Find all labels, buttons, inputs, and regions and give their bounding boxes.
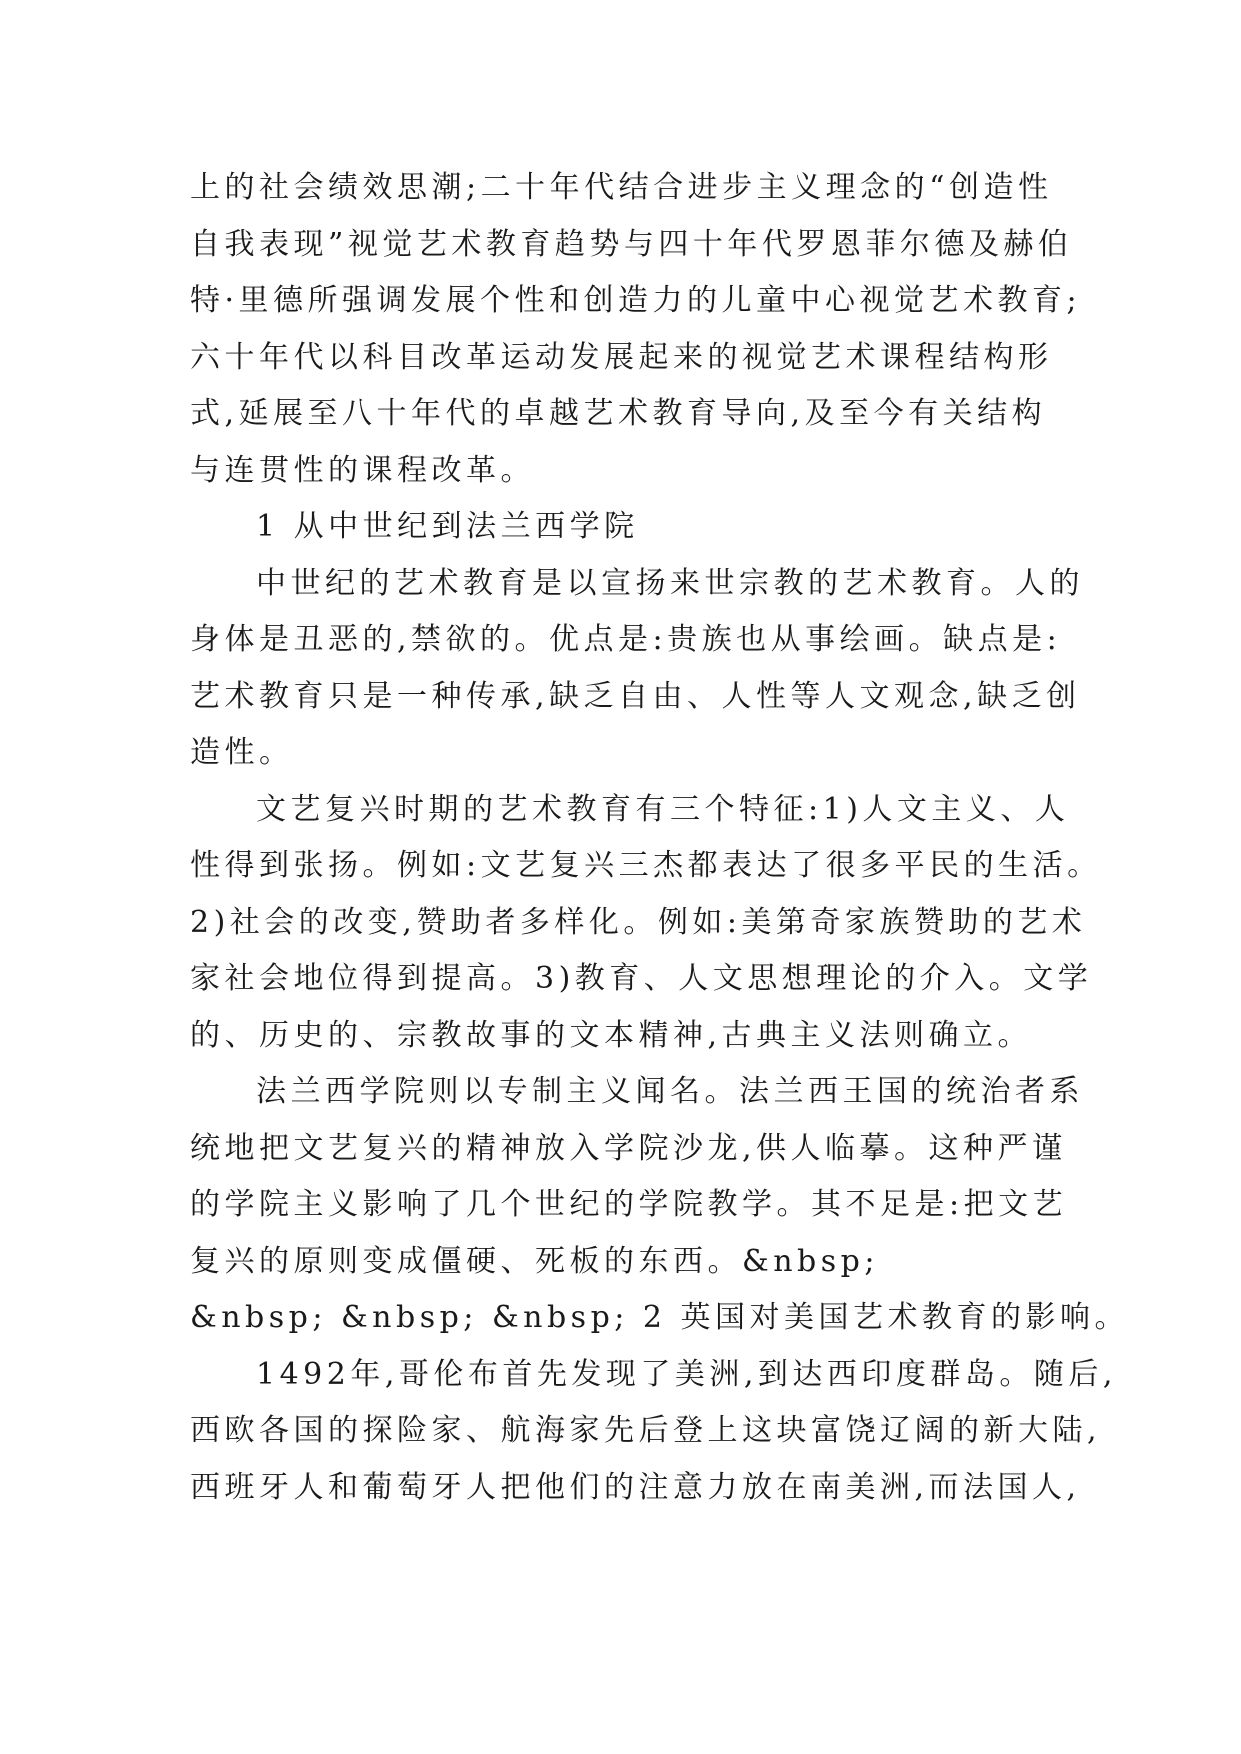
text-line: 文艺复兴时期的艺术教育有三个特征:1)人文主义、人 <box>256 791 1070 827</box>
text-line: 统地把文艺复兴的精神放入学院沙龙,供人临摹。这种严谨 <box>190 1130 1067 1166</box>
text-line: 上的社会绩效思潮;二十年代结合进步主义理念的“创造性 <box>190 170 1053 205</box>
text-line: 与连贯性的课程改革。 <box>190 452 535 488</box>
text-line: 2)社会的改变,赞助者多样化。例如:美第奇家族赞助的艺术 <box>190 904 1087 940</box>
section-heading: 1 从中世纪到法兰西学院 <box>256 509 639 544</box>
text-line: 1492年,哥伦布首先发现了美洲,到达西印度群岛。随后, <box>256 1356 1117 1392</box>
text-line: 自我表现”视觉艺术教育趋势与四十年代罗恩菲尔德及赫伯 <box>190 226 1073 262</box>
text-line: 西班牙人和葡萄牙人把他们的注意力放在南美洲,而法国人, <box>190 1469 1081 1505</box>
text-line: 复兴的原则变成僵硬、死板的东西。&nbsp; <box>190 1243 879 1279</box>
text-line: 特·里德所强调发展个性和创造力的儿童中心视觉艺术教育; <box>190 283 1082 318</box>
text-line: 身体是丑恶的,禁欲的。优点是:贵族也从事绘画。缺点是: <box>190 622 1062 657</box>
section-heading: &nbsp; &nbsp; &nbsp; 2 英国对美国艺术教育的影响。 <box>190 1300 1130 1335</box>
text-line: 的学院主义影响了几个世纪的学院教学。其不足是:把文艺 <box>190 1187 1068 1222</box>
text-line: 造性。 <box>190 735 294 770</box>
text-line: 家社会地位得到提高。3)教育、人文思想理论的介入。文学 <box>190 961 1093 996</box>
text-line: 艺术教育只是一种传承,缺乏自由、人性等人文观念,缺乏创 <box>190 678 1081 714</box>
text-line: 性得到张扬。例如:文艺复兴三杰都表达了很多平民的生活。 <box>190 848 1102 883</box>
text-line: 式,延展至八十年代的卓越艺术教育导向,及至今有关结构 <box>190 396 1047 431</box>
text-line: 的、历史的、宗教故事的文本精神,古典主义法则确立。 <box>190 1017 1033 1053</box>
text-line: 西欧各国的探险家、航海家先后登上这块富饶辽阔的新大陆, <box>190 1413 1102 1448</box>
text-line: 中世纪的艺术教育是以宣扬来世宗教的艺术教育。人的 <box>256 565 1084 601</box>
body-text <box>190 160 1130 1516</box>
text-line: 六十年代以科目改革运动发展起来的视觉艺术课程结构形 <box>190 339 1053 375</box>
text-line: 法兰西学院则以专制主义闻名。法兰西王国的统治者系 <box>256 1074 1084 1109</box>
